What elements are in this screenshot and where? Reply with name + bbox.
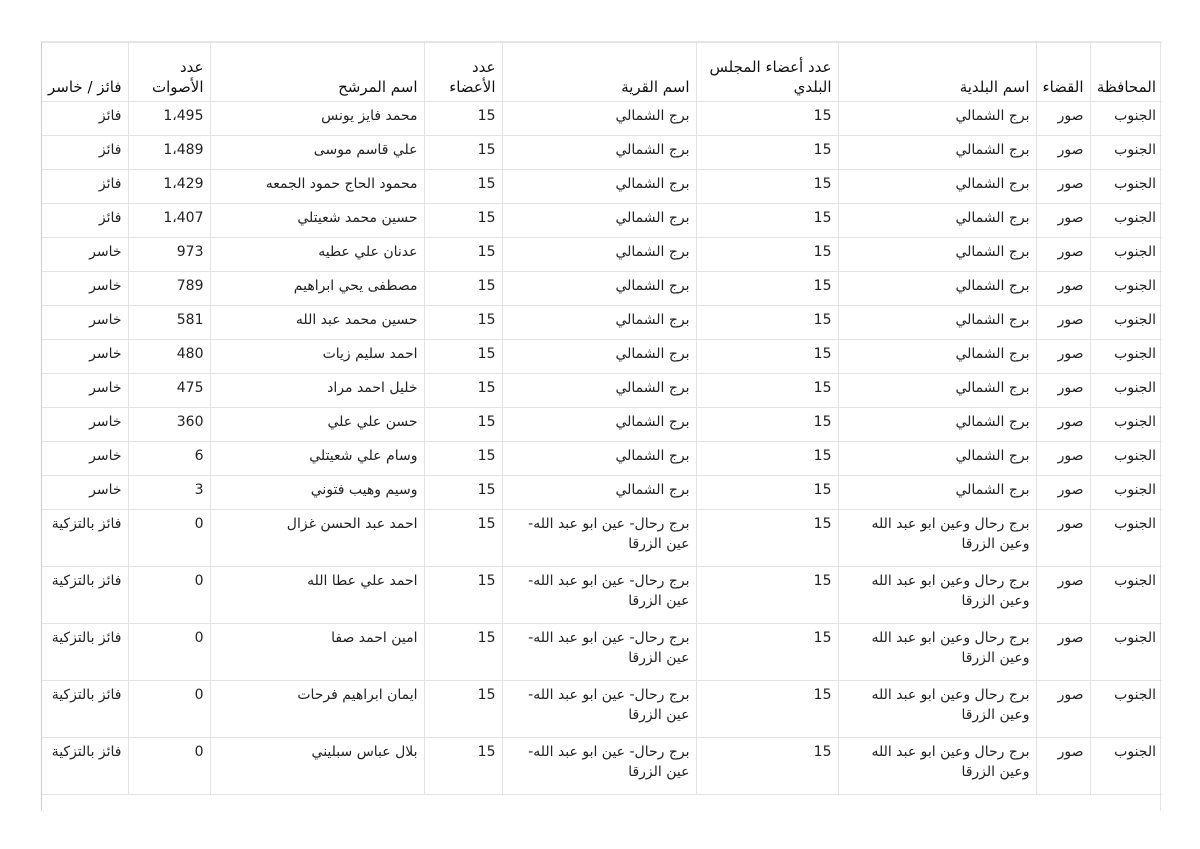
table-row [42, 476, 1162, 510]
district-cell: صور [1036, 567, 1090, 624]
village-cell: برج الشمالي [502, 204, 696, 238]
members-cell: 15 [424, 102, 502, 136]
members-cell: 15 [424, 204, 502, 238]
governorate-cell: الجنوب [1090, 136, 1162, 170]
district-cell: صور [1036, 510, 1090, 567]
votes-cell: 1،489 [128, 136, 210, 170]
village-cell: برج الشمالي [502, 340, 696, 374]
votes-cell: 973 [128, 238, 210, 272]
candidate-cell: محمد فايز يونس [210, 102, 424, 136]
members-cell: 15 [424, 476, 502, 510]
candidate-cell: علي قاسم موسى [210, 136, 424, 170]
votes-cell: 0 [128, 567, 210, 624]
municipality-cell: برج الشمالي [838, 408, 1036, 442]
council-members-cell: 15 [696, 238, 838, 272]
council-members-cell: 15 [696, 340, 838, 374]
table-row [42, 238, 1162, 272]
candidate-cell: حسين محمد شعيتلي [210, 204, 424, 238]
district-cell: صور [1036, 624, 1090, 681]
votes-cell: 1،407 [128, 204, 210, 238]
village-cell: برج رحال- عين ابو عبد الله- عين الزرقا [502, 510, 696, 567]
council-members-cell: 15 [696, 567, 838, 624]
votes-cell: 6 [128, 442, 210, 476]
governorate-cell: الجنوب [1090, 102, 1162, 136]
council-members-cell: 15 [696, 624, 838, 681]
candidate-cell: ايمان ابراهيم فرحات [210, 681, 424, 738]
members-cell: 15 [424, 408, 502, 442]
village-cell: برج الشمالي [502, 442, 696, 476]
village-cell: برج الشمالي [502, 272, 696, 306]
result-cell: خاسر [42, 238, 128, 272]
district-cell: صور [1036, 238, 1090, 272]
result-cell: خاسر [42, 442, 128, 476]
table-body [42, 102, 1162, 795]
municipality-cell: برج الشمالي [838, 238, 1036, 272]
table-row [42, 136, 1162, 170]
header-members-count: عدد الأعضاء [424, 43, 502, 102]
candidate-cell: امين احمد صفا [210, 624, 424, 681]
council-members-cell: 15 [696, 510, 838, 567]
village-cell: برج الشمالي [502, 238, 696, 272]
municipality-cell: برج الشمالي [838, 102, 1036, 136]
village-cell: برج الشمالي [502, 136, 696, 170]
village-cell: برج الشمالي [502, 408, 696, 442]
district-cell: صور [1036, 374, 1090, 408]
district-cell: صور [1036, 340, 1090, 374]
village-cell: برج رحال- عين ابو عبد الله- عين الزرقا [502, 567, 696, 624]
result-cell: خاسر [42, 340, 128, 374]
village-cell: برج رحال- عين ابو عبد الله- عين الزرقا [502, 738, 696, 795]
table-row [42, 102, 1162, 136]
members-cell: 15 [424, 681, 502, 738]
governorate-cell: الجنوب [1090, 624, 1162, 681]
district-cell: صور [1036, 102, 1090, 136]
village-cell: برج الشمالي [502, 374, 696, 408]
members-cell: 15 [424, 624, 502, 681]
table-row [42, 374, 1162, 408]
header-council-members-count: عدد أعضاء المجلس البلدي [696, 43, 838, 102]
municipality-cell: برج الشمالي [838, 306, 1036, 340]
result-cell: فائز بالتزكية [42, 624, 128, 681]
candidate-cell: عدنان علي عطيه [210, 238, 424, 272]
members-cell: 15 [424, 738, 502, 795]
candidate-cell: وسيم وهيب فتوني [210, 476, 424, 510]
governorate-cell: الجنوب [1090, 408, 1162, 442]
municipality-cell: برج الشمالي [838, 476, 1036, 510]
council-members-cell: 15 [696, 374, 838, 408]
members-cell: 15 [424, 340, 502, 374]
village-cell: برج رحال- عين ابو عبد الله- عين الزرقا [502, 681, 696, 738]
result-cell: فائز بالتزكية [42, 567, 128, 624]
candidate-cell: خليل احمد مراد [210, 374, 424, 408]
village-cell: برج الشمالي [502, 170, 696, 204]
governorate-cell: الجنوب [1090, 238, 1162, 272]
result-cell: خاسر [42, 374, 128, 408]
municipality-cell: برج الشمالي [838, 170, 1036, 204]
governorate-cell: الجنوب [1090, 681, 1162, 738]
result-cell: خاسر [42, 408, 128, 442]
district-cell: صور [1036, 136, 1090, 170]
header-district: القضاء [1036, 43, 1090, 102]
candidate-cell: بلال عباس سبليني [210, 738, 424, 795]
members-cell: 15 [424, 238, 502, 272]
council-members-cell: 15 [696, 681, 838, 738]
candidate-cell: وسام علي شعيتلي [210, 442, 424, 476]
result-cell: فائز بالتزكية [42, 681, 128, 738]
district-cell: صور [1036, 170, 1090, 204]
governorate-cell: الجنوب [1090, 567, 1162, 624]
spreadsheet-sheet [41, 41, 1161, 811]
votes-cell: 0 [128, 738, 210, 795]
council-members-cell: 15 [696, 272, 838, 306]
governorate-cell: الجنوب [1090, 170, 1162, 204]
district-cell: صور [1036, 442, 1090, 476]
table-row [42, 624, 1162, 681]
header-votes-count: عدد الأصوات [128, 43, 210, 102]
district-cell: صور [1036, 738, 1090, 795]
votes-cell: 0 [128, 624, 210, 681]
governorate-cell: الجنوب [1090, 272, 1162, 306]
members-cell: 15 [424, 510, 502, 567]
municipality-cell: برج الشمالي [838, 340, 1036, 374]
governorate-cell: الجنوب [1090, 476, 1162, 510]
village-cell: برج رحال- عين ابو عبد الله- عين الزرقا [502, 624, 696, 681]
village-cell: برج الشمالي [502, 476, 696, 510]
header-row [42, 43, 1162, 102]
municipality-cell: برج رحال وعين ابو عبد الله وعين الزرقا [838, 738, 1036, 795]
municipality-cell: برج رحال وعين ابو عبد الله وعين الزرقا [838, 510, 1036, 567]
table-row [42, 442, 1162, 476]
table-row [42, 340, 1162, 374]
result-cell: فائز بالتزكية [42, 510, 128, 567]
votes-cell: 0 [128, 681, 210, 738]
district-cell: صور [1036, 204, 1090, 238]
table-row [42, 170, 1162, 204]
header-winner-loser: فائز / خاسر [42, 43, 128, 102]
votes-cell: 581 [128, 306, 210, 340]
members-cell: 15 [424, 306, 502, 340]
governorate-cell: الجنوب [1090, 340, 1162, 374]
votes-cell: 0 [128, 510, 210, 567]
candidate-cell: حسين محمد عبد الله [210, 306, 424, 340]
result-cell: فائز بالتزكية [42, 738, 128, 795]
table-row [42, 204, 1162, 238]
governorate-cell: الجنوب [1090, 510, 1162, 567]
village-cell: برج الشمالي [502, 306, 696, 340]
header-municipality-name: اسم البلدية [838, 43, 1036, 102]
table-row [42, 510, 1162, 567]
municipality-cell: برج الشمالي [838, 136, 1036, 170]
council-members-cell: 15 [696, 476, 838, 510]
members-cell: 15 [424, 272, 502, 306]
governorate-cell: الجنوب [1090, 738, 1162, 795]
governorate-cell: الجنوب [1090, 442, 1162, 476]
district-cell: صور [1036, 476, 1090, 510]
election-results-table [42, 42, 1162, 795]
result-cell: فائز [42, 102, 128, 136]
candidate-cell: احمد علي عطا الله [210, 567, 424, 624]
members-cell: 15 [424, 170, 502, 204]
votes-cell: 1،429 [128, 170, 210, 204]
council-members-cell: 15 [696, 738, 838, 795]
municipality-cell: برج الشمالي [838, 204, 1036, 238]
governorate-cell: الجنوب [1090, 374, 1162, 408]
governorate-cell: الجنوب [1090, 204, 1162, 238]
header-candidate-name: اسم المرشح [210, 43, 424, 102]
votes-cell: 475 [128, 374, 210, 408]
district-cell: صور [1036, 306, 1090, 340]
council-members-cell: 15 [696, 170, 838, 204]
candidate-cell: احمد عبد الحسن غزال [210, 510, 424, 567]
table-row [42, 567, 1162, 624]
municipality-cell: برج رحال وعين ابو عبد الله وعين الزرقا [838, 681, 1036, 738]
governorate-cell: الجنوب [1090, 306, 1162, 340]
result-cell: خاسر [42, 272, 128, 306]
candidate-cell: محمود الحاج حمود الجمعه [210, 170, 424, 204]
result-cell: خاسر [42, 306, 128, 340]
council-members-cell: 15 [696, 102, 838, 136]
village-cell: برج الشمالي [502, 102, 696, 136]
district-cell: صور [1036, 272, 1090, 306]
municipality-cell: برج الشمالي [838, 272, 1036, 306]
district-cell: صور [1036, 408, 1090, 442]
table-row [42, 408, 1162, 442]
candidate-cell: مصطفى يحي ابراهيم [210, 272, 424, 306]
candidate-cell: حسن علي علي [210, 408, 424, 442]
result-cell: فائز [42, 136, 128, 170]
council-members-cell: 15 [696, 442, 838, 476]
votes-cell: 480 [128, 340, 210, 374]
candidate-cell: احمد سليم زيات [210, 340, 424, 374]
votes-cell: 1،495 [128, 102, 210, 136]
votes-cell: 360 [128, 408, 210, 442]
table-row [42, 272, 1162, 306]
header-governorate: المحافظة [1090, 43, 1162, 102]
table-row [42, 738, 1162, 795]
municipality-cell: برج الشمالي [838, 374, 1036, 408]
municipality-cell: برج رحال وعين ابو عبد الله وعين الزرقا [838, 567, 1036, 624]
council-members-cell: 15 [696, 136, 838, 170]
members-cell: 15 [424, 136, 502, 170]
result-cell: فائز [42, 204, 128, 238]
council-members-cell: 15 [696, 204, 838, 238]
table-row [42, 306, 1162, 340]
votes-cell: 789 [128, 272, 210, 306]
result-cell: فائز [42, 170, 128, 204]
municipality-cell: برج الشمالي [838, 442, 1036, 476]
municipality-cell: برج رحال وعين ابو عبد الله وعين الزرقا [838, 624, 1036, 681]
votes-cell: 3 [128, 476, 210, 510]
header-village-name: اسم القرية [502, 43, 696, 102]
members-cell: 15 [424, 442, 502, 476]
members-cell: 15 [424, 567, 502, 624]
table-row [42, 681, 1162, 738]
members-cell: 15 [424, 374, 502, 408]
council-members-cell: 15 [696, 306, 838, 340]
result-cell: خاسر [42, 476, 128, 510]
district-cell: صور [1036, 681, 1090, 738]
council-members-cell: 15 [696, 408, 838, 442]
